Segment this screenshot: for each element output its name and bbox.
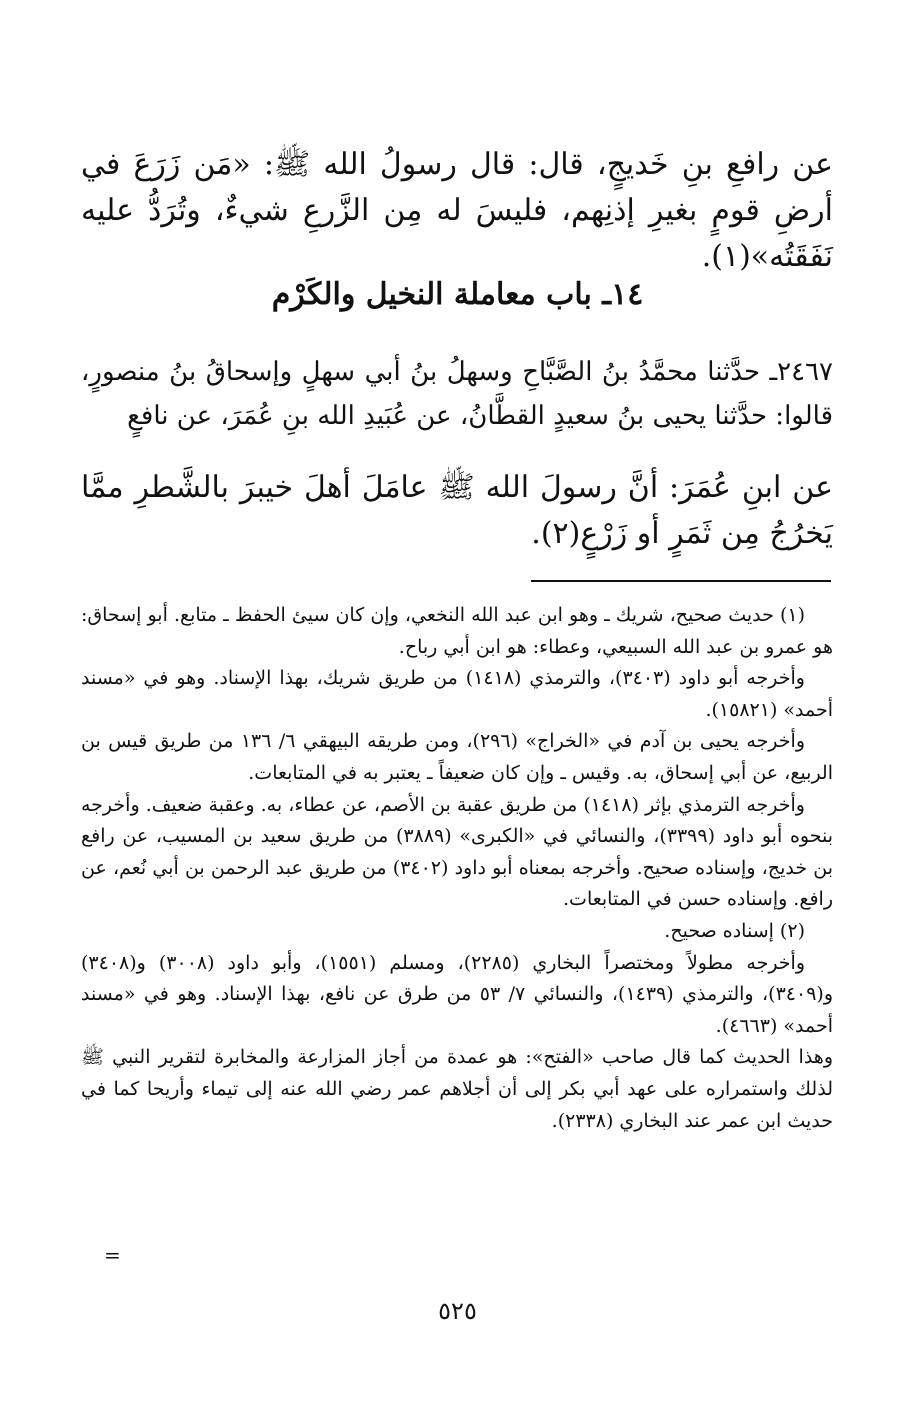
- footnote-paragraph: وأخرجه أبو داود (٣٤٠٣)، والترمذي (١٤١٨) من طريق شريك، بهذا الإسناد. وهو في «مسند أحمد» (١٥٨٢١).: [81, 667, 833, 721]
- footnote-paragraph: وأخرجه مطولاً ومختصراً البخاري (٢٢٨٥)، ومسلم (١٥٥١)، وأبو داود (٣٠٠٨) و(٣٤٠٨) و(٣٤٠٩)، والترمذي (١٤٣٩)، والنسائي ٧/ ٥٣ من طرق عن نافع، بهذا الإسناد. وهو في «مسند أحمد» (٤٦٦٣).: [81, 951, 833, 1037]
- hadith-isnad-paragraph: ٢٤٦٧ـ حدَّثنا محمَّدُ بنُ الصَّبَّاحِ وسهلُ بنُ أبي سهلٍ وإسحاقُ بنُ منصورٍ، قالوا: حدَّثنا يحيى بنُ سعيدٍ القطَّانُ، عن عُبَيدِ الله بنِ عُمَرَ، عن نافعٍ: [81, 357, 833, 431]
- chapter-heading: ١٤ـ باب معاملة النخيل والكَرْم: [271, 277, 644, 312]
- footnote-paragraph: (١) حديث صحيح، شريك ـ وهو ابن عبد الله النخعي، وإن كان سيئ الحفظ ـ متابع. أبو إسحاق: هو عمرو بن عبد الله السبيعي، وعطاء: هو ابن أبي رباح.: [81, 604, 833, 658]
- hadith-matn-paragraph: عن ابنِ عُمَرَ: أنَّ رسولَ الله ﷺ عامَلَ أهلَ خيبرَ بالشَّطرِ ممَّا يَخرُجُ مِن ثَمَرٍ أو زَرْعٍ(٢).: [81, 470, 833, 551]
- footnote-paragraph: وأخرجه يحيى بن آدم في «الخراج» (٢٩٦)، ومن طريقه البيهقي ٦/ ١٣٦ من طريق قيس بن الربيع، عن أبي إسحاق، به. وقيس ـ وإن كان ضعيفاً ـ يعتبر به في المتابعات.: [81, 730, 833, 784]
- footnote-separator-line: [531, 580, 831, 582]
- page-number: ٥٢٥: [438, 1297, 477, 1325]
- continuation-mark: =: [104, 1243, 121, 1267]
- footnote-paragraph: وهذا الحديث كما قال صاحب «الفتح»: هو عمدة من أجاز المزارعة والمخابرة لتقرير النبي ﷺ لذلك واستمراره على عهد أبي بكر إلى أن أجلاهم عمر رضي الله عنه إلى تيماء وأريحا كما في حديث ابن عمر عند البخاري (٢٣٣٨).: [81, 1046, 833, 1132]
- footnote-paragraph: (٢) إسناده صحيح.: [664, 919, 805, 942]
- hadith-ending-paragraph: عن رافعِ بنِ خَديجٍ، قال: قال رسولُ الله ﷺ: «مَن زَرَعَ في أرضِ قومٍ بغيرِ إذنِهم، فليسَ له مِن الزَّرعِ شيءٌ، وتُرَدُّ عليه نَفَقَتُه»(١).: [81, 147, 833, 274]
- footnote-paragraph: وأخرجه الترمذي بإثر (١٤١٨) من طريق عقبة بن الأصم، عن عطاء، به. وعقبة ضعيف. وأخرجه بنحوه أبو داود (٣٣٩٩)، والنسائي في «الكبرى» (٣٨٨٩) من طريق سعيد بن المسيب، عن رافع بن خديج، وإسناده صحيح. وأخرجه بمعناه أبو داود (٣٤٠٢) من طريق عبد الرحمن بن أبي نُعم، عن رافع. وإسناده حسن في المتابعات.: [81, 793, 833, 911]
- footnotes-section: [81, 600, 833, 1137]
